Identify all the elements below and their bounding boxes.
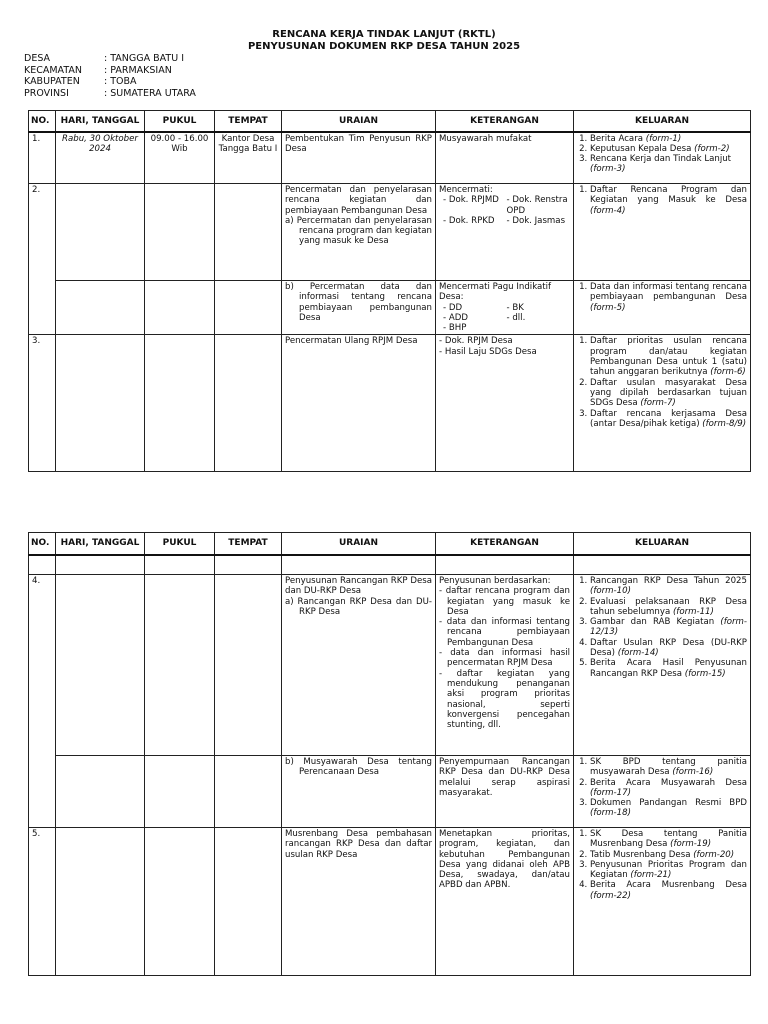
cell-uraian: Pembentukan Tim Penyusun RKP Desa [282, 132, 436, 184]
cell-tempat [215, 184, 282, 281]
list-item: 1. Rancangan RKP Desa Tahun 2025 (form-10) [590, 576, 747, 597]
cell-no: 1. [29, 132, 56, 184]
cell-uraian: Pencermatan dan penyelarasan rencana kegiatan dan pembiayaan Pembangunan Desa a) Percermatan dan penyelarasan rencana program dan kegiatan yang masuk ke Desa [282, 184, 436, 281]
cell-no: 5. [29, 828, 56, 976]
cell-keterangan: Mencermati: - Dok. RPJMD - Dok. Renstra OPD - Dok. RPKD - Dok. Jasmas [436, 184, 574, 281]
list-item: 4. Daftar Usulan RKP Desa (DU-RKP Desa) (form-14) [590, 638, 747, 659]
list-item: 2. Evaluasi pelaksanaan RKP Desa tahun sebelumnya (form-11) [590, 597, 747, 618]
info-key: DESA [24, 53, 51, 64]
cell-uraian: Penyusunan Rancangan RKP Desa dan DU-RKP Desa a) Rancangan RKP Desa dan DU-RKP Desa [282, 575, 436, 756]
info-key: KABUPATEN [24, 76, 80, 87]
cell-keterangan: Penyusunan berdasarkan: - daftar rencana program dan kegiatan yang masuk ke Desa - data dan informasi tentang rencana pembiayaan Pembangunan Desa - data dan informasi hasil pencermatan RPJM Desa - daftar kegiatan yang mendukung penanganan aksi program prioritas nasional, seperti konvergensi pencegahan stunting, dll. [436, 575, 574, 756]
header-keterangan: KETERANGAN [436, 533, 574, 555]
cell-keluaran [574, 184, 751, 281]
rktl-table-1 [28, 110, 751, 472]
list-item: 2. Tatib Musrenbang Desa (form-20) [590, 850, 747, 860]
cell-pukul [145, 335, 215, 472]
cell-pukul [145, 756, 215, 828]
info-row-provinsi [24, 88, 196, 100]
table-row [29, 756, 751, 828]
list-item: 2. Daftar usulan masyarakat Desa yang dipilah berdasarkan tujuan SDGs Desa (form-7) [590, 378, 747, 409]
header-keluaran: KELUARAN [574, 533, 751, 555]
cell-hari-tanggal [56, 281, 145, 335]
cell-uraian: Musrenbang Desa pembahasan rancangan RKP Desa dan daftar usulan RKP Desa [282, 828, 436, 976]
header-tempat: TEMPAT [215, 533, 282, 555]
table-row [29, 335, 751, 472]
cell-hari-tanggal [56, 184, 145, 281]
list-item: 3. Dokumen Pandangan Resmi BPD (form-18) [590, 798, 747, 819]
cell-hari-tanggal [56, 335, 145, 472]
cell-tempat [215, 575, 282, 756]
table-row [29, 184, 751, 281]
table-header-row [29, 111, 751, 132]
info-row-desa [24, 53, 196, 65]
cell-pukul: 09.00 - 16.00 Wib [145, 132, 215, 184]
header-hari-tanggal: HARI, TANGGAL [56, 533, 145, 555]
cell-pukul [145, 184, 215, 281]
header-no: NO. [29, 533, 56, 555]
cell-uraian: Pencermatan Ulang RPJM Desa [282, 335, 436, 472]
table-row-empty [29, 555, 751, 575]
cell-keluaran [574, 756, 751, 828]
cell-pukul [145, 281, 215, 335]
table-row [29, 828, 751, 976]
header-uraian: URAIAN [282, 533, 436, 555]
list-item: 3. Gambar dan RAB Kegiatan (form-12/13) [590, 617, 747, 638]
document-title: RENCANA KERJA TINDAK LANJUT (RKTL) [272, 29, 496, 40]
table-row [29, 575, 751, 756]
cell-hari-tanggal [56, 828, 145, 976]
header-tempat: TEMPAT [215, 111, 282, 132]
list-item: 1. SK BPD tentang panitia musyawarah Desa (form-16) [590, 757, 747, 778]
list-item: 1. Data dan informasi tentang rencana pembiayaan pembangunan Desa (form-5) [590, 282, 747, 313]
cell-uraian: b) Musyawarah Desa tentang Perencanaan Desa [282, 756, 436, 828]
cell-tempat [215, 828, 282, 976]
list-item: 2. Berita Acara Musyawarah Desa (form-17) [590, 778, 747, 799]
cell-keluaran [574, 132, 751, 184]
cell-no: 2. [29, 184, 56, 335]
cell-keluaran [574, 335, 751, 472]
cell-keluaran [574, 828, 751, 976]
cell-keterangan: - Dok. RPJM Desa - Hasil Laju SDGs Desa [436, 335, 574, 472]
info-key: PROVINSI [24, 87, 69, 99]
cell-pukul [145, 575, 215, 756]
cell-keterangan: Menetapkan prioritas, program, kegiatan, dan kebutuhan Pembangunan Desa yang didanai oleh APB Desa, swadaya, dan/atau APBD dan APBN. [436, 828, 574, 976]
header-keterangan: KETERANGAN [436, 111, 574, 132]
cell-keluaran [574, 575, 751, 756]
header-uraian: URAIAN [282, 111, 436, 132]
cell-tempat [215, 335, 282, 472]
cell-keterangan: Mencermati Pagu Indikatif Desa: - DD - BK - ADD - dll. - BHP [436, 281, 574, 335]
cell-hari-tanggal [56, 756, 145, 828]
rktl-table-2 [28, 532, 751, 976]
cell-keluaran [574, 281, 751, 335]
cell-hari-tanggal [56, 575, 145, 756]
document-subtitle: PENYUSUNAN DOKUMEN RKP DESA TAHUN 2025 [247, 41, 521, 52]
info-key: KECAMATAN [24, 64, 82, 76]
info-row-kabupaten [24, 76, 196, 88]
cell-tempat [215, 281, 282, 335]
location-info [24, 53, 196, 99]
cell-no: 3. [29, 335, 56, 472]
header-hari-tanggal: HARI, TANGGAL [56, 111, 145, 132]
list-item: 1. SK Desa tentang Panitia Musrenbang Desa (form-19) [590, 829, 747, 850]
info-value: : SUMATERA UTARA [104, 87, 196, 99]
list-item: 2. Keputusan Kepala Desa (form-2) [590, 144, 747, 154]
table-row [29, 132, 751, 184]
header-no: NO. [29, 111, 56, 132]
header-pukul: PUKUL [145, 533, 215, 555]
cell-no: 4. [29, 575, 56, 828]
header-pukul: PUKUL [145, 111, 215, 132]
info-value: : PARMAKSIAN [104, 64, 172, 76]
info-row-kecamatan [24, 65, 196, 77]
cell-keterangan: Penyempurnaan Rancangan RKP Desa dan DU-RKP Desa melalui serap aspirasi masyarakat. [436, 756, 574, 828]
cell-tempat: Kantor Desa Tangga Batu I [215, 132, 282, 184]
table-header-row [29, 533, 751, 555]
cell-hari-tanggal: Rabu, 30 Oktober 2024 [56, 132, 145, 184]
list-item: 1. Daftar prioritas usulan rencana program dan/atau kegiatan Pembangunan Desa untuk 1 (satu) tahun anggaran berikutnya (form-6) [590, 336, 747, 377]
list-item: 3. Daftar rencana kerjasama Desa (antar Desa/pihak ketiga) (form-8/9) [590, 409, 747, 430]
cell-uraian: b) Percermatan data dan informasi tentang rencana pembiayaan pembangunan Desa [282, 281, 436, 335]
cell-tempat [215, 756, 282, 828]
cell-keterangan: Musyawarah mufakat [436, 132, 574, 184]
info-value: : TANGGA BATU I [104, 53, 184, 64]
info-value: : TOBA [104, 76, 137, 87]
list-item: 1. Berita Acara (form-1) [590, 134, 747, 144]
list-item: 4. Berita Acara Musrenbang Desa (form-22) [590, 880, 747, 901]
table-row [29, 281, 751, 335]
list-item: 5. Berita Acara Hasil Penyusunan Rancangan RKP Desa (form-15) [590, 658, 747, 679]
cell-pukul [145, 828, 215, 976]
list-item: 3. Penyusunan Prioritas Program dan Kegiatan (form-21) [590, 860, 747, 881]
header-keluaran: KELUARAN [574, 111, 751, 132]
list-item: 3. Rencana Kerja dan Tindak Lanjut (form-3) [590, 154, 747, 175]
list-item: 1. Daftar Rencana Program dan Kegiatan yang Masuk ke Desa (form-4) [590, 185, 747, 216]
